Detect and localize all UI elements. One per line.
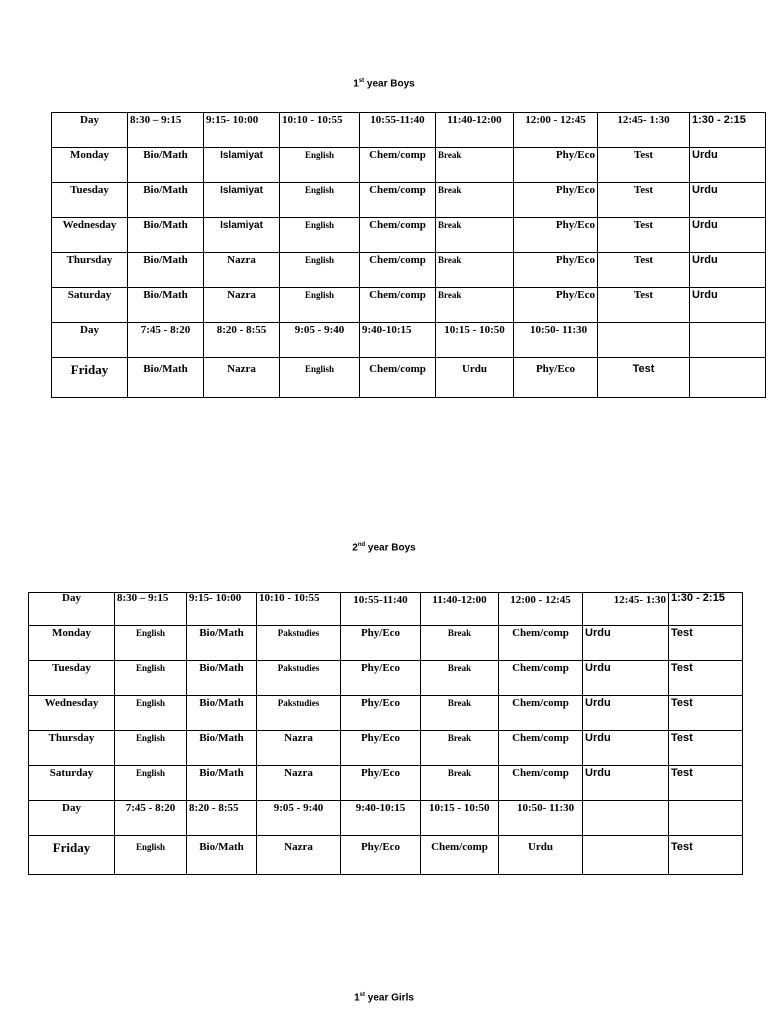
heading-text: year Girls xyxy=(364,992,414,1004)
header-cell: Day xyxy=(29,593,115,626)
table-cell: English xyxy=(280,288,360,323)
table-cell: Urdu xyxy=(690,148,766,183)
table-cell: Urdu xyxy=(583,661,669,696)
table-cell: Phy/Eco xyxy=(514,183,598,218)
table-row xyxy=(29,661,743,696)
heading-number: 1 xyxy=(353,78,359,90)
table-cell: Test xyxy=(669,731,743,766)
table-cell: Bio/Math xyxy=(187,696,257,731)
header-cell: 11:40-12:00 xyxy=(421,593,499,626)
table-cell: Test xyxy=(598,253,690,288)
table-cell: Pakstudies xyxy=(257,626,341,661)
day-cell: Tuesday xyxy=(52,183,128,218)
table-cell: Phy/Eco xyxy=(514,288,598,323)
day-cell: Saturday xyxy=(52,288,128,323)
timetable-1st-year-boys xyxy=(51,112,766,398)
header-cell: 12:00 - 12:45 xyxy=(514,113,598,148)
table-cell: English xyxy=(115,661,187,696)
table-cell: Phy/Eco xyxy=(341,731,421,766)
table-cell: Bio/Math xyxy=(128,218,204,253)
table-cell: Phy/Eco xyxy=(514,253,598,288)
table-cell: Phy/Eco xyxy=(341,836,421,875)
header-cell: 1:30 - 2:15 xyxy=(669,593,743,626)
table-cell: Break xyxy=(421,766,499,801)
table-cell: Chem/comp xyxy=(499,731,583,766)
table-cell: Pakstudies xyxy=(257,696,341,731)
table-cell: Test xyxy=(598,148,690,183)
table-cell: English xyxy=(280,183,360,218)
table-cell: Nazra xyxy=(204,253,280,288)
header-cell: 10:15 - 10:50 xyxy=(436,323,514,358)
heading-number: 1 xyxy=(354,992,360,1004)
table-cell: Pakstudies xyxy=(257,661,341,696)
header-cell: 11:40-12:00 xyxy=(436,113,514,148)
header-row xyxy=(52,113,766,148)
table-cell: Test xyxy=(598,183,690,218)
header-cell: 1:30 - 2:15 xyxy=(690,113,766,148)
friday-row xyxy=(29,836,743,875)
day-cell: Friday xyxy=(29,836,115,875)
table-cell: Bio/Math xyxy=(187,626,257,661)
table-cell: Urdu xyxy=(583,696,669,731)
table-row xyxy=(29,731,743,766)
table-row xyxy=(52,288,766,323)
day-cell: Wednesday xyxy=(52,218,128,253)
heading-text: year Boys xyxy=(364,78,415,90)
table-cell: Phy/Eco xyxy=(341,661,421,696)
table-cell: Test xyxy=(669,626,743,661)
table-cell: Break xyxy=(436,183,514,218)
friday-row xyxy=(52,358,766,398)
table-cell: Chem/comp xyxy=(421,836,499,875)
table-cell: Islamiyat xyxy=(204,218,280,253)
friday-header-row xyxy=(29,801,743,836)
header-cell xyxy=(583,801,669,836)
table-cell: Bio/Math xyxy=(128,148,204,183)
header-cell: Day xyxy=(52,323,128,358)
table-cell: Chem/comp xyxy=(499,766,583,801)
header-cell: 7:45 - 8:20 xyxy=(115,801,187,836)
table-cell: Test xyxy=(598,288,690,323)
table-cell: English xyxy=(115,766,187,801)
table-cell: Nazra xyxy=(257,731,341,766)
table-cell: Islamiyat xyxy=(204,183,280,218)
table-cell: Break xyxy=(421,661,499,696)
table-cell: Bio/Math xyxy=(187,731,257,766)
table-cell: Urdu xyxy=(690,183,766,218)
table-cell: Bio/Math xyxy=(187,766,257,801)
header-cell: 9:05 - 9:40 xyxy=(257,801,341,836)
header-cell: 10:55-11:40 xyxy=(360,113,436,148)
table-cell: Chem/comp xyxy=(360,288,436,323)
table1-heading xyxy=(0,78,768,89)
table-cell: Nazra xyxy=(204,358,280,398)
table-cell: Chem/comp xyxy=(360,218,436,253)
header-cell: 10:50- 11:30 xyxy=(499,801,583,836)
heading-ordinal: st xyxy=(358,78,365,84)
header-cell: 10:50- 11:30 xyxy=(514,323,598,358)
header-row xyxy=(29,593,743,626)
table-cell: Bio/Math xyxy=(128,288,204,323)
table-cell: Urdu xyxy=(583,626,669,661)
table-cell: Break xyxy=(436,218,514,253)
table3-heading xyxy=(0,992,768,1003)
header-cell: 10:10 - 10:55 xyxy=(257,593,341,626)
table-cell: Urdu xyxy=(690,288,766,323)
heading-ordinal: st xyxy=(359,992,365,998)
table-cell: Phy/Eco xyxy=(514,148,598,183)
day-cell: Saturday xyxy=(29,766,115,801)
table-cell: Chem/comp xyxy=(499,626,583,661)
day-cell: Monday xyxy=(52,148,128,183)
header-cell: 9:15- 10:00 xyxy=(187,593,257,626)
table-cell: Islamiyat xyxy=(204,148,280,183)
table-cell: English xyxy=(280,253,360,288)
friday-header-row xyxy=(52,323,766,358)
table-cell: Phy/Eco xyxy=(341,696,421,731)
header-cell: 12:45- 1:30 xyxy=(598,113,690,148)
header-cell: 10:55-11:40 xyxy=(341,593,421,626)
table-row xyxy=(52,148,766,183)
table-cell: Urdu xyxy=(583,731,669,766)
timetable-2nd-year-boys xyxy=(28,592,743,875)
table-cell: English xyxy=(115,731,187,766)
table-cell: English xyxy=(115,626,187,661)
header-cell xyxy=(669,801,743,836)
table-cell: Test xyxy=(598,358,690,398)
header-cell: 9:40-10:15 xyxy=(341,801,421,836)
table-cell: Phy/Eco xyxy=(514,218,598,253)
day-cell: Friday xyxy=(52,358,128,398)
table-cell: Break xyxy=(421,696,499,731)
table-cell: Nazra xyxy=(257,836,341,875)
table-cell: Nazra xyxy=(204,288,280,323)
heading-number: 2 xyxy=(352,542,358,554)
table-cell: Urdu xyxy=(690,218,766,253)
table-cell: Nazra xyxy=(257,766,341,801)
table-cell: English xyxy=(115,696,187,731)
table-cell xyxy=(690,358,766,398)
day-cell: Thursday xyxy=(29,731,115,766)
table-cell: English xyxy=(280,218,360,253)
table-row xyxy=(29,696,743,731)
day-cell: Thursday xyxy=(52,253,128,288)
table-row xyxy=(29,626,743,661)
table-cell: Urdu xyxy=(583,766,669,801)
table-cell: English xyxy=(280,148,360,183)
header-cell: 10:15 - 10:50 xyxy=(421,801,499,836)
table-cell: Urdu xyxy=(436,358,514,398)
table-cell: Test xyxy=(669,696,743,731)
table-cell: Phy/Eco xyxy=(341,766,421,801)
header-cell: 8:20 - 8:55 xyxy=(204,323,280,358)
table-cell: Bio/Math xyxy=(128,183,204,218)
table-cell: Bio/Math xyxy=(187,836,257,875)
header-cell: 8:30 – 9:15 xyxy=(128,113,204,148)
table-cell: Chem/comp xyxy=(360,358,436,398)
table-cell: Chem/comp xyxy=(360,253,436,288)
header-cell: 8:20 - 8:55 xyxy=(187,801,257,836)
table-cell: Urdu xyxy=(690,253,766,288)
table-cell: English xyxy=(115,836,187,875)
header-cell: Day xyxy=(29,801,115,836)
table-row xyxy=(52,183,766,218)
header-cell: 9:40-10:15 xyxy=(360,323,436,358)
table-cell: Test xyxy=(598,218,690,253)
header-cell: 9:05 - 9:40 xyxy=(280,323,360,358)
table-cell: Break xyxy=(421,731,499,766)
heading-ordinal: nd xyxy=(357,542,366,548)
heading-text: year Boys xyxy=(365,542,416,554)
table-cell: Break xyxy=(436,253,514,288)
header-cell xyxy=(690,323,766,358)
table-cell: Phy/Eco xyxy=(341,626,421,661)
table-cell xyxy=(583,836,669,875)
header-cell: 12:45- 1:30 xyxy=(583,593,669,626)
table-cell: Test xyxy=(669,836,743,875)
table-cell: Bio/Math xyxy=(128,358,204,398)
table-row xyxy=(52,253,766,288)
table2-heading xyxy=(0,542,768,553)
table-row xyxy=(29,766,743,801)
day-cell: Monday xyxy=(29,626,115,661)
table-cell: Chem/comp xyxy=(360,183,436,218)
table-cell: Bio/Math xyxy=(128,253,204,288)
header-cell: 10:10 - 10:55 xyxy=(280,113,360,148)
table-cell: Bio/Math xyxy=(187,661,257,696)
table-cell: English xyxy=(280,358,360,398)
table-cell: Chem/comp xyxy=(499,696,583,731)
table-cell: Break xyxy=(436,288,514,323)
table-row xyxy=(52,218,766,253)
header-cell: Day xyxy=(52,113,128,148)
table-cell: Chem/comp xyxy=(360,148,436,183)
table-cell: Break xyxy=(421,626,499,661)
table-cell: Test xyxy=(669,661,743,696)
table-cell: Chem/comp xyxy=(499,661,583,696)
header-cell: 12:00 - 12:45 xyxy=(499,593,583,626)
day-cell: Tuesday xyxy=(29,661,115,696)
table-cell: Test xyxy=(669,766,743,801)
header-cell: 9:15- 10:00 xyxy=(204,113,280,148)
table-cell: Break xyxy=(436,148,514,183)
table-cell: Urdu xyxy=(499,836,583,875)
header-cell: 8:30 – 9:15 xyxy=(115,593,187,626)
header-cell xyxy=(598,323,690,358)
table-cell: Phy/Eco xyxy=(514,358,598,398)
header-cell: 7:45 - 8:20 xyxy=(128,323,204,358)
day-cell: Wednesday xyxy=(29,696,115,731)
